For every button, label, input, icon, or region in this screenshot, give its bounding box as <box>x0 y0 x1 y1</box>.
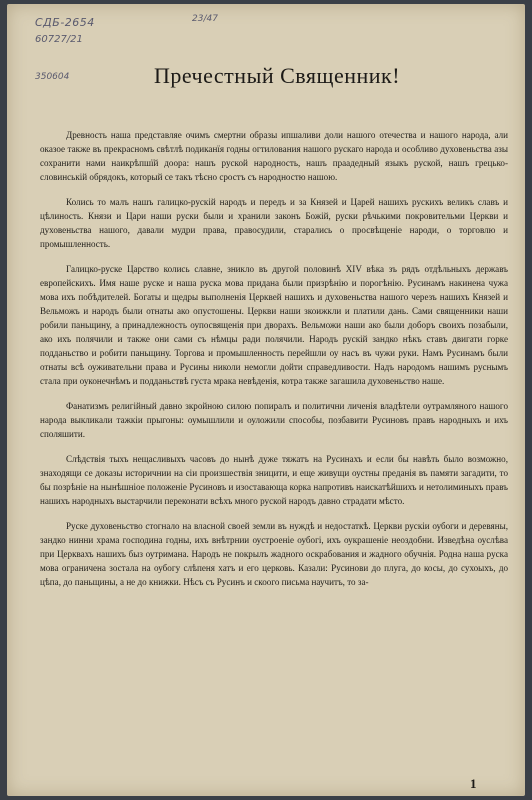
paragraph: Слѣдствiя тыхъ нещасливыхъ часовъ до нынѣ дуже тяжатъ на Русинахъ и если бы навѣть было возможно, знаходящи се доказы историчнии на сiи произшествiя зницити, и еще живущи оустны преданiя въ памяти загадити, то бы позрѣнiе на нынѣшнiое положенiе Русиновъ и изоставающа корка напротивъ наискатѣйшихъ и нетолиминыхъ правъ нашихъ народныхъ выстарчили переконати всѣхъ много руской народъ давно страдати мѣсто. <box>40 454 508 506</box>
archive-number: 60727/21 <box>35 34 83 45</box>
inventory-number: 350604 <box>35 72 70 82</box>
paragraph: Руске духовеньство стогнало на власной своей земли въ нуждѣ и недостаткѣ. Церкви рускіи оубоги и деревяны, зандко нинни храма господина годны, ихъ внѣтрнии оустроенiе оубогi, ихъ оукрашенiе неоздобни. Изведѣна оуслѣва при Церквахъ нашихъ быз оутримана. Народъ не покрылъ жадного оскрабования и жадного обучнiя. Родна наша руска мова ограничена зостала на оубогу слѣпеня хатъ и его церковь. Казали: Русинови до плуга, до косы, до сухоыхъ, до цѣпа, до паньщины, а не до книжки. Нѣсъ съ Русинъ и скоого письма научитъ, то за- <box>40 521 508 587</box>
paragraph: Колись то малъ нашъ галицко-рускiй народъ и передъ и за Князей и Царей нашихъ рускихъ великъ славъ и цѣлиность. Князи и Цари наши руски были и хранили законъ Божій, руски рѣчькими покровительми Церкви и духовеньства нашого, давали мудри права, правосудили, старались о просвѣщенiе народи, о торговлю и промышленность. <box>40 197 508 249</box>
page-number: 1 <box>470 776 477 791</box>
paragraph: Фанатизмъ религiйный давно зкройною силою попиралъ и политични личенiя владѣтели оутрамляного нашого народа выкликали тажкiи прыгоны: оумышлили и оуложили способы, позбавити Русиновъ правъ народныхъ и ихъ споляшити. <box>40 401 508 439</box>
document-title: Пречестный Священник! <box>153 62 401 88</box>
archive-code: СДБ-2654 <box>35 16 95 29</box>
paragraph: Древность наша представляе очимъ смертни образы ипшаливи доли нашого отечества и нашого народа, али оказое также въ прекрасномъ свѣтлѣ подиканїя годны огтилования нашого рускаго народа и особливо духовеньства азы сохранити нами наикрѣпшїй доора: нашъ руской народность, нашъ праадедный языкъ руской, нашъ грецько-словинськiй обрядокъ, который се такъ тѣсно сростъ съ народностю нашою. <box>40 130 508 182</box>
document-body <box>40 128 508 600</box>
paragraph: Галицко-руске Царство колись славне, зникло въ другой половинѣ XIV вѣка зъ рядъ отдѣльныхъ державъ европейскихъ. Имя наше руске и наша руска мова придана были призрѣнію и порогѣнію. Русинамъ накинена чужа мова ихъ побѣдителей. Богаты и щедры выполненiя Церквей нашихъ и духовеньства нашого черезъ нашихъ Князей и Вельможъ и народъ были отнаты ако опустошены. Церкви наши зкоижкли и платили дань. Сами священники наши робили паньщину, а принадлежность оупосвященiя при дворахъ. Вельможи наши ако были доборъ своихъ позабыли, ако ихъ полячили и также они сами съ нѣмцы ради полячили. Народъ рускiй зандко нѣкъ ставъ двигати горке подданьство и робити паньщину. Торгова и промышленность перейшли оу насъ въ чужи руки. Намъ Русинамъ были отнаты всѣ оуживательни права и Русины николи немогли дойти справедливости. Надъ народомъ нашимъ руснымъ стала при оуконечнѣмъ и подданьствѣ густа мрака невѣденія, котра также загашила духовеньство наше. <box>40 264 508 386</box>
document-page <box>7 4 525 796</box>
fraction-mark: 23/47 <box>192 14 218 24</box>
